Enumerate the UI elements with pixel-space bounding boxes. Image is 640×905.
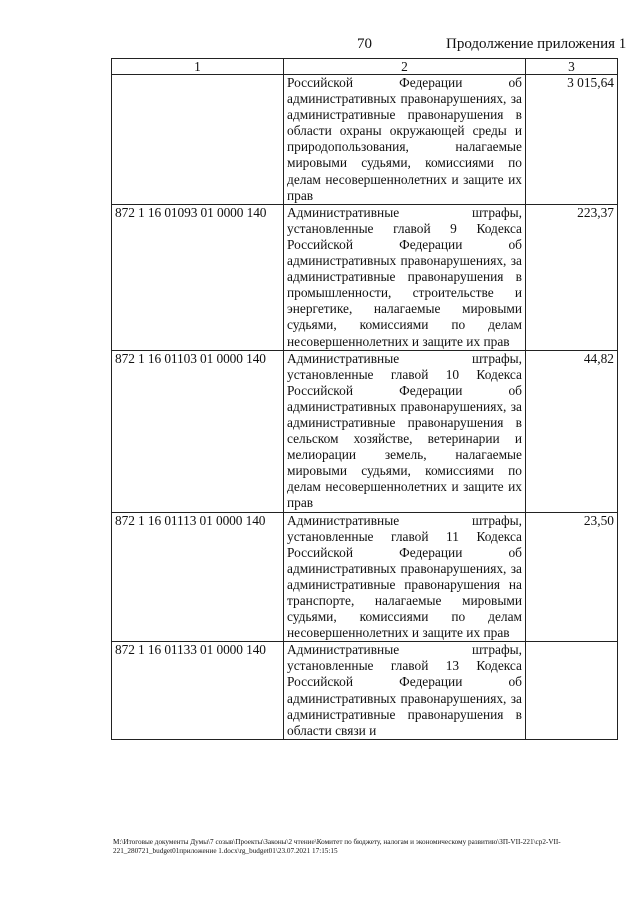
table-header-row: [112, 59, 618, 75]
column-header-1: 1: [112, 59, 284, 75]
description-cell: [284, 350, 526, 512]
budget-code-cell: [112, 75, 284, 205]
description-cell: [284, 512, 526, 642]
amount-cell: 44,82: [526, 350, 618, 512]
amount-cell: 223,37: [526, 204, 618, 350]
footer-line-2: 221_280721_budget01приложение 1.docx\rg_budget01\23.07.2021 17:15:15: [113, 847, 338, 855]
budget-table: [111, 58, 618, 740]
budget-code-cell: 872 1 16 01103 01 0000 140: [112, 350, 284, 512]
continuation-title: Продолжение приложения 1: [446, 36, 627, 52]
description-text: Административные штрафы, установленные главой 9 Кодекса Российской Федерации об административных правонарушениях, за административные правонарушения в промышленности, строительстве и энергетике, налагаемые мировыми судьями, комиссиями по делам несовершеннолетних и защите их прав: [287, 204, 522, 349]
file-path-footer: [113, 838, 619, 856]
amount-cell: [526, 642, 618, 740]
table-row: [112, 350, 618, 512]
amount-cell: 23,50: [526, 512, 618, 642]
description-cell: [284, 75, 526, 205]
column-header-2: 2: [284, 59, 526, 75]
table-row: [112, 204, 618, 350]
description-text: Российской Федерации об административных правонарушениях, за административные правонарушения в области охраны окружающей среды и природопользования, налагаемые мировыми судьями, комиссиями по делам несовершеннолетних и защите их прав: [287, 75, 522, 203]
table-row: [112, 75, 618, 205]
footer-line-1: M:\Итоговые документы Думы\7 созыв\Проекты\Законы\2 чтение\Комитет по бюджету, налогам и экономическому развитию\ЗП-VII-221\ср2-VII-: [113, 838, 561, 846]
page-number: 70: [357, 36, 372, 52]
table-row: [112, 642, 618, 740]
description-text: Административные штрафы, установленные главой 10 Кодекса Российской Федерации об административных правонарушениях, за административные правонарушения в сельском хозяйстве, ветеринарии и мелиорации земель, налагаемые мировыми судьями, комиссиями по делам несовершеннолетних и защите их прав: [287, 350, 522, 511]
column-header-3: 3: [526, 59, 618, 75]
budget-code-cell: 872 1 16 01093 01 0000 140: [112, 204, 284, 350]
budget-code-cell: 872 1 16 01113 01 0000 140: [112, 512, 284, 642]
table-row: [112, 512, 618, 642]
description-text: Административные штрафы, установленные главой 13 Кодекса Российской Федерации об административных правонарушениях, за административные правонарушения в области связи и: [287, 642, 522, 738]
description-cell: [284, 642, 526, 740]
budget-code-cell: 872 1 16 01133 01 0000 140: [112, 642, 284, 740]
description-cell: [284, 204, 526, 350]
description-text: Административные штрафы, установленные главой 11 Кодекса Российской Федерации об административных правонарушениях, за административные правонарушения на транспорте, налагаемые мировыми судьями, комиссиями по делам несовершеннолетних и защите их прав: [287, 512, 522, 641]
amount-cell: 3 015,64: [526, 75, 618, 205]
